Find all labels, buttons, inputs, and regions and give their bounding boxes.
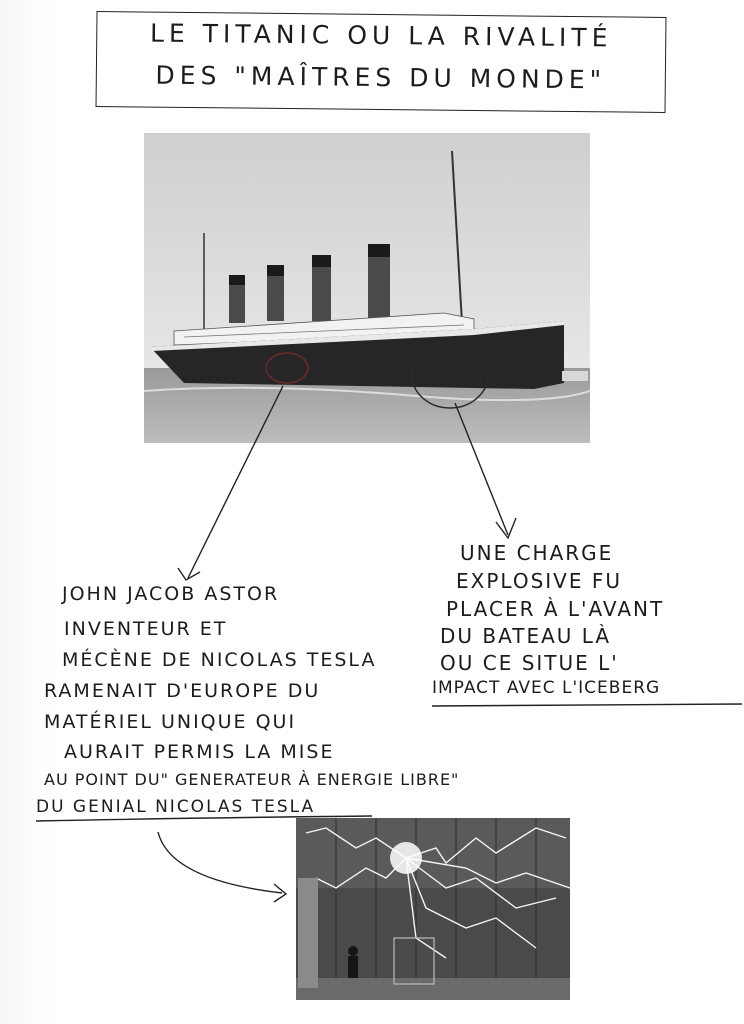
titanic-photo [144, 133, 590, 443]
left-note-line-1: JOHN JACOB ASTOR [62, 583, 280, 605]
title-box [96, 11, 667, 113]
tesla-lightning-image [296, 818, 570, 1000]
right-note-line-6: IMPACT AVEC L'ICEBERG [432, 678, 661, 698]
right-note-line-5: OU CE SITUE L' [440, 651, 619, 675]
right-note-line-2: EXPLOSIVE FU [456, 569, 622, 593]
right-note-underline [432, 704, 742, 706]
left-note-line-8: DU GENIAL NICOLAS TESLA [36, 797, 316, 817]
left-note-line-2: INVENTEUR ET [64, 618, 228, 640]
left-note-line-7: AU POINT DU" GENERATEUR À ENERGIE LIBRE" [44, 770, 460, 789]
left-note-line-6: AURAIT PERMIS LA MISE [64, 741, 335, 763]
title-line-1: LE TITANIC OU LA RIVALITÉ [149, 18, 613, 53]
right-note-line-3: PLACER À L'AVANT [446, 597, 665, 621]
left-note-line-3: MÉCÈNE DE NICOLAS TESLA [62, 649, 377, 671]
arrow-head-charge [496, 518, 516, 538]
left-note-line-5: MATÉRIEL UNIQUE QUI [44, 711, 297, 733]
tesla-lab-photo [296, 818, 570, 1000]
left-note-line-4: RAMENAIT D'EUROPE DU [44, 680, 321, 702]
title-line-2: DES "MAÎTRES DU MONDE" [155, 60, 607, 95]
arrow-to-tesla-photo [158, 832, 282, 893]
arrow-head-tesla [274, 884, 286, 902]
right-note-line-4: DU BATEAU LÀ [440, 624, 612, 648]
right-note-line-1: UNE CHARGE [460, 541, 614, 565]
titanic-ship-image [144, 133, 590, 443]
arrow-head-astor [178, 568, 200, 580]
